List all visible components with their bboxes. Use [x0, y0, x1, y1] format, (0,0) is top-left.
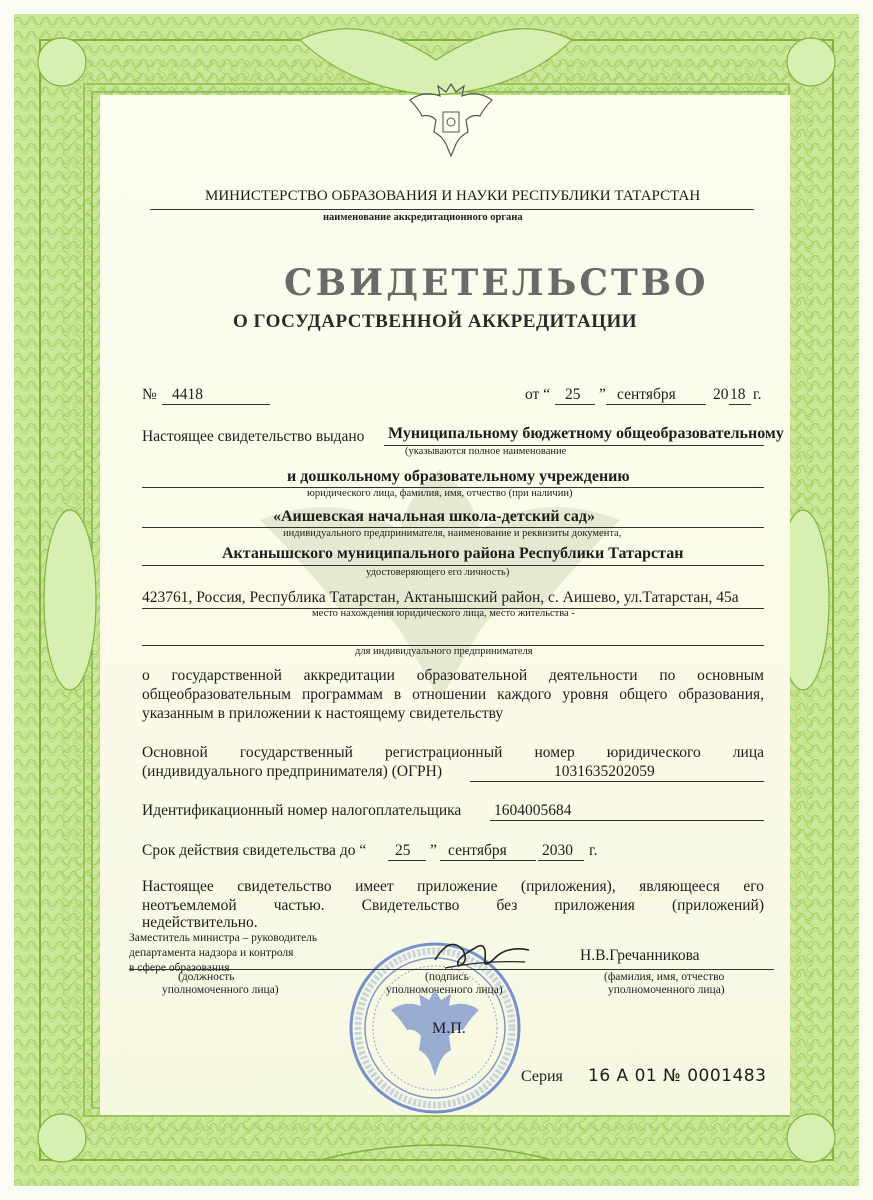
caption-signature2: уполномоченного лица) [386, 984, 503, 996]
accreditation-line1: о государственной аккредитации образовательной деятельности по основным [142, 667, 764, 684]
caption-position2: уполномоченного лица) [162, 984, 279, 996]
caption-location: место нахождения юридического лица, место жительства - [312, 608, 575, 619]
caption-individual: для индивидуального предпринимателя [355, 646, 533, 657]
validity-year: 2030 [542, 842, 573, 859]
caption-name1: (фамилия, имя, отчество [604, 971, 725, 983]
date-year-unit: г. [753, 386, 762, 403]
document-title: СВИДЕТЕЛЬСТВО [284, 262, 709, 304]
validity-year-unit: г. [589, 842, 598, 859]
date-prefix: от “ [525, 386, 551, 403]
ogrn-label: (индивидуального предпринимателя) (ОГРН) [142, 763, 443, 780]
org-name-line1: Муниципальному бюджетному общеобразовательному [388, 425, 784, 442]
caption-legal-entity: юридического лица, фамилия, имя, отчество (при наличии) [307, 488, 573, 499]
validity-month: сентября [448, 842, 507, 859]
appendix-line2: неотъемлемой частью. Свидетельство без приложения (приложений) [142, 897, 764, 914]
appendix-line1: Настоящее свидетельство имеет приложение (приложения), являющееся его [142, 878, 764, 895]
appendix-line3: недействительно. [142, 914, 258, 931]
position-line1: Заместитель министра – руководитель [129, 932, 318, 944]
validity-quote-close: ” [430, 842, 437, 859]
org-name-line2: и дошкольному образовательному учреждению [287, 468, 630, 485]
position-line2: департамента надзора и контроля [129, 947, 294, 959]
accreditation-line2: общеобразовательным программам в отношении каждого уровня общего образования, [142, 686, 764, 703]
inn-value: 1604005684 [494, 802, 572, 819]
validity-label: Срок действия свидетельства до “ [142, 842, 367, 859]
issued-lead: Настоящее свидетельство выдано [142, 428, 365, 445]
stamp-place-label: М.П. [432, 1020, 466, 1037]
validity-day: 25 [395, 842, 411, 859]
caption-entrepreneur: индивидуального предпринимателя, наименование и реквизиты документа, [283, 528, 622, 539]
number-label: № [142, 386, 157, 403]
org-address: 423761, Россия, Республика Татарстан, Актанышский район, с. Аишево, ул.Татарстан, 45а [142, 589, 739, 606]
coat-of-arms-icon [406, 78, 496, 158]
caption-signature1: (подпись [425, 971, 469, 983]
ministry-name: МИНИСТЕРСТВО ОБРАЗОВАНИЯ И НАУКИ РЕСПУБЛИКИ ТАТАРСТАН [205, 188, 701, 204]
ogrn-line1: Основной государственный регистрационный номер юридического лица [142, 744, 764, 761]
date-month: сентября [617, 386, 676, 403]
caption-name2: уполномоченного лица) [608, 984, 725, 996]
caption-identity: удостоверяющего его личность) [366, 567, 510, 578]
org-name-line4: Актанышского муниципального района Республики Татарстан [222, 545, 684, 562]
ministry-caption: наименование аккредитационного органа [323, 212, 523, 223]
date-year-suffix: 18 [730, 386, 746, 403]
signer-name: Н.В.Гречанникова [580, 947, 700, 964]
position-line3: в сфере образования [129, 962, 230, 974]
ogrn-value: 1031635202059 [554, 763, 655, 780]
date-year-prefix: 20 [713, 386, 729, 403]
series-number: 16 А 01 № 0001483 [588, 1066, 767, 1086]
date-day: 25 [565, 386, 581, 403]
document-subtitle: О ГОСУДАРСТВЕННОЙ АККРЕДИТАЦИИ [233, 311, 638, 332]
certificate-number: 4418 [172, 386, 203, 403]
caption-position1: (должность [178, 971, 235, 983]
caption-full-name: (указываются полное наименование [405, 446, 567, 457]
org-name-line3: «Аишевская начальная школа-детский сад» [273, 508, 596, 525]
series-label: Серия [521, 1068, 563, 1085]
accreditation-line3: указанным в приложении к настоящему свидетельству [142, 705, 504, 722]
date-quote-close: ” [599, 386, 606, 403]
inn-label: Идентификационный номер налогоплательщика [142, 802, 462, 819]
